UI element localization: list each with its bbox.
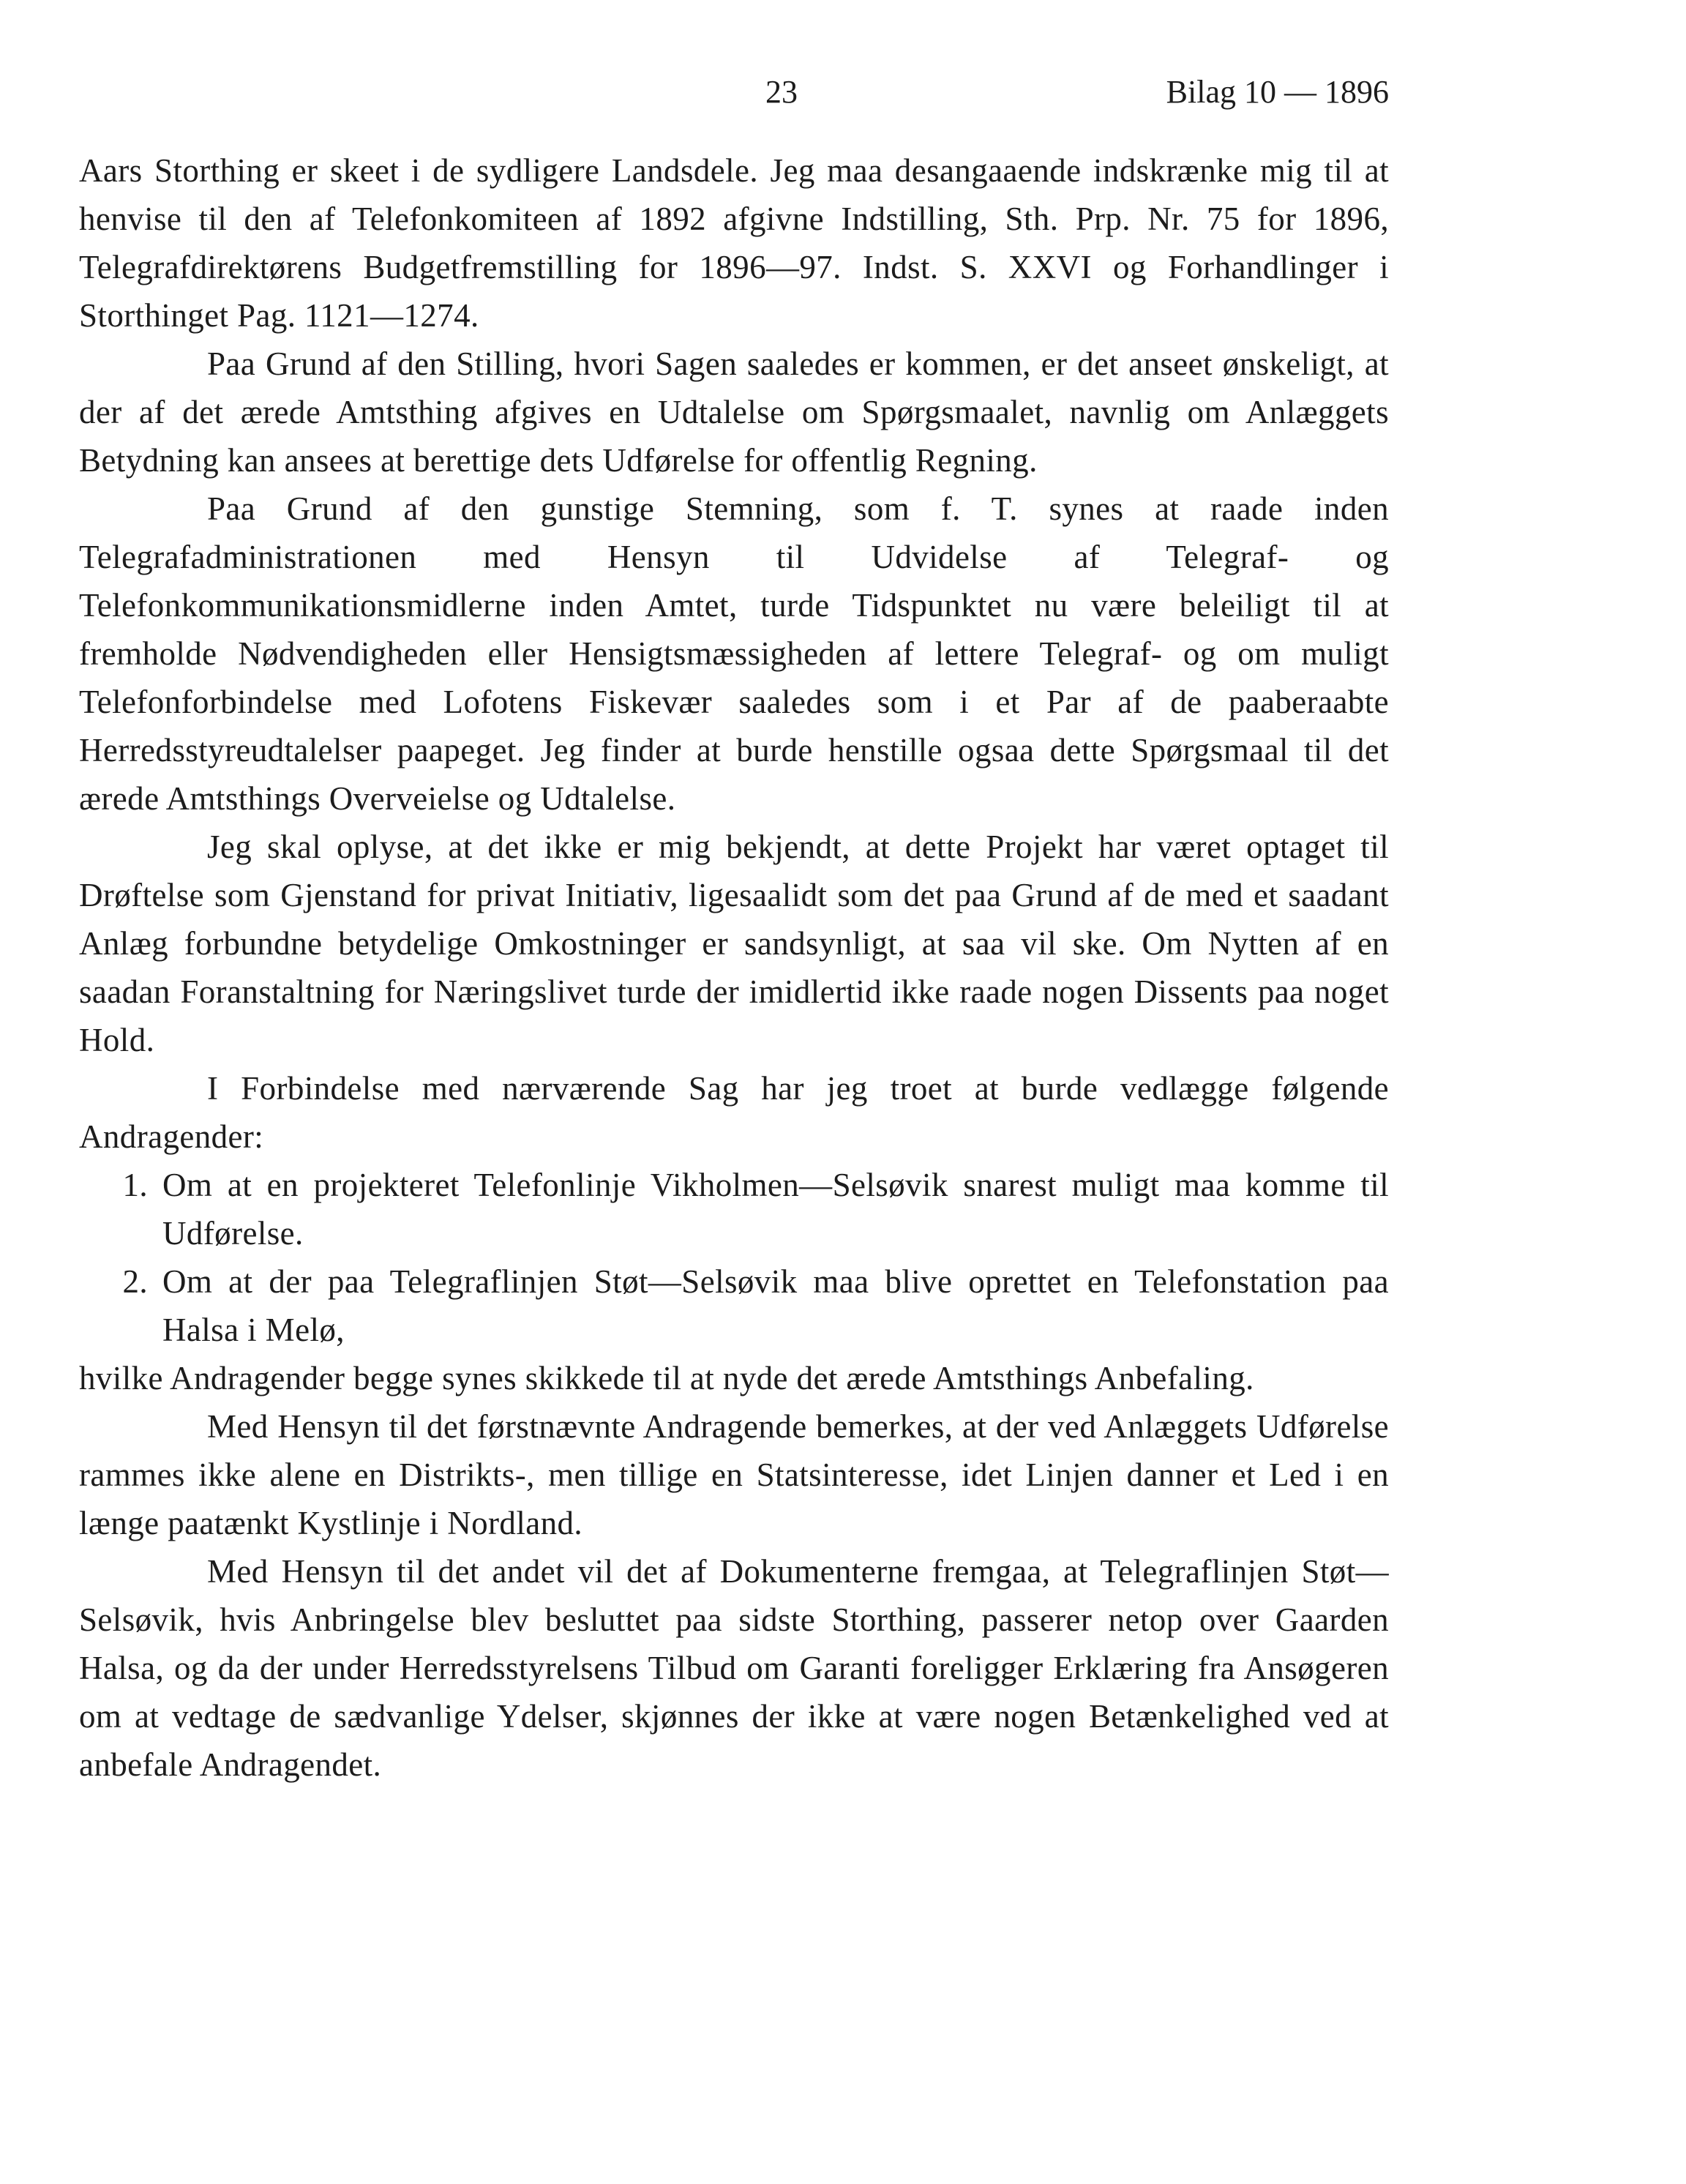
paragraph: Jeg skal oplyse, at det ikke er mig bekjendt, at dette Projekt har været optaget til Drøftelse som Gjenstand for privat Initiativ, ligesaalidt som det paa Grund af de med et saadant Anlæg forbundne betydelige Omkostninger er sandsynligt, at saa vil ske. Om Nytten af en saadan Foranstaltning for Næringslivet turde der imidlertid ikke raade nogen Dissents paa noget Hold. xyxy=(79,829,1389,1058)
paragraph: Paa Grund af den Stilling, hvori Sagen saaledes er kommen, er det anseet ønskeligt, at der af det ærede Amtsthing afgives en Udtalelse om Spørgsmaalet, navnlig om Anlæggets Betydning kan ansees at berettige dets Udførelse for offentlig Regning. xyxy=(79,345,1389,479)
page-header xyxy=(79,73,1389,117)
list-item xyxy=(79,1257,1389,1354)
page-number: 23 xyxy=(765,74,798,110)
paragraph-after-list: hvilke Andragender begge synes skikkede til at nyde det ærede Amtsthings Anbefaling. xyxy=(79,1360,1254,1396)
list-text: Om at der paa Telegraflinjen Støt—Selsøvik maa blive oprettet en Telefonstation paa Halsa i Melø, xyxy=(162,1263,1389,1348)
paragraph: Med Hensyn til det førstnævnte Andragende bemerkes, at der ved Anlæggets Udførelse rammes ikke alene en Distrikts-, men tillige en Statsinteresse, idet Linjen danner et Led i en længe paatænkt Kystlinje i Nordland. xyxy=(79,1408,1389,1541)
body-text xyxy=(79,146,1389,1789)
paragraph: Med Hensyn til det andet vil det af Dokumenterne fremgaa, at Telegraflinjen Støt—Selsøvik, hvis Anbringelse blev besluttet paa sidste Storthing, passerer netop over Gaarden Halsa, og da der under Herredsstyrelsens Tilbud om Garanti foreligger Erklæring fra Ansøgeren om at vedtage de sædvanlige Ydelser, skjønnes der ikke at være nogen Betænkelighed ved at anbefale Andragendet. xyxy=(79,1553,1389,1783)
paragraph: I Forbindelse med nærværende Sag har jeg troet at burde vedlægge følgende Andragender: xyxy=(79,1070,1389,1155)
paragraph-continued: Aars Storthing er skeet i de sydligere Landsdele. Jeg maa desangaaende indskrænke mig til at henvise til den af Telefonkomiteen af 1892 afgivne Indstilling, Sth. Prp. Nr. 75 for 1896, Telegrafdirektørens Budgetfremstilling for 1896—97. Indst. S. XXVI og Forhandlinger i Storthinget Pag. 1121—1274. xyxy=(79,152,1389,334)
paragraph: Paa Grund af den gunstige Stemning, som f. T. synes at raade inden Telegrafadministrationen med Hensyn til Udvidelse af Telegraf- og Telefonkommunikationsmidlerne inden Amtet, turde Tidspunktet nu være beleiligt til at fremholde Nødvendigheden eller Hensigtsmæssigheden af lettere Telegraf- og om muligt Telefonforbindelse med Lofotens Fiskevær saaledes som i et Par af de paaberaabte Herredsstyreudtalelser paapeget. Jeg finder at burde henstille ogsaa dette Spørgsmaal til det ærede Amtsthings Overveielse og Udtalelse. xyxy=(79,490,1389,817)
list-number: 2. xyxy=(122,1263,148,1300)
list-text: Om at en projekteret Telefonlinje Vikholmen—Selsøvik snarest muligt maa komme til Udførelse. xyxy=(162,1167,1389,1252)
running-head: Bilag 10 — 1896 xyxy=(1166,74,1389,110)
list-item xyxy=(79,1161,1389,1257)
list-number: 1. xyxy=(122,1167,148,1203)
